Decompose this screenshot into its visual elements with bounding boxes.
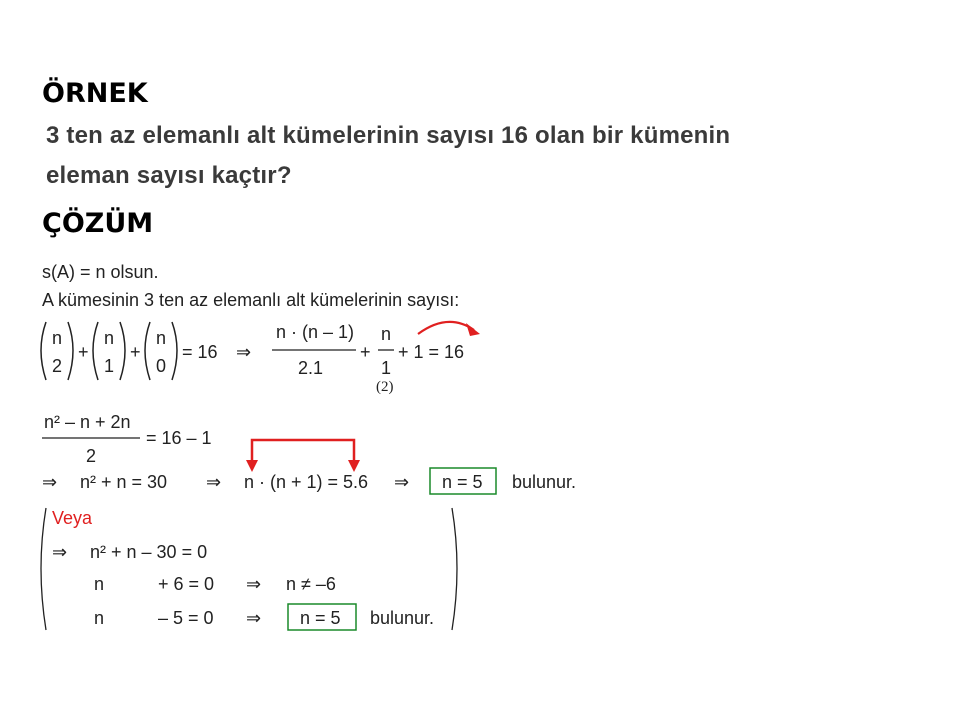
arrow-head bbox=[348, 460, 360, 472]
factor-n: n bbox=[94, 608, 105, 628]
factor-n: n bbox=[94, 574, 105, 594]
answer-value: n = 5 bbox=[300, 608, 341, 628]
fraction-note: (2) bbox=[376, 379, 394, 395]
left-bracket bbox=[41, 508, 46, 630]
arrow-head bbox=[466, 323, 480, 336]
solution-heading: ÇÖZÜM bbox=[42, 208, 154, 239]
question-line-1: 3 ten az elemanlı alt kümelerinin sayısı 16 olan bir kümenin bbox=[46, 122, 731, 149]
veya-label: Veya bbox=[52, 508, 93, 528]
implies-symbol: ⇒ bbox=[206, 472, 222, 492]
alt-equation: n² + n – 30 = 0 bbox=[90, 542, 208, 562]
plus-sign: + bbox=[130, 342, 141, 362]
implies-symbol: ⇒ bbox=[52, 542, 68, 562]
factor-plus-6: + 6 = 0 bbox=[158, 574, 215, 594]
binom-bottom: 2 bbox=[52, 356, 63, 376]
factored-equation: n · (n + 1) = 5.6 bbox=[244, 472, 369, 492]
equals-16: = 16 bbox=[182, 342, 218, 362]
binom-top: n bbox=[104, 328, 115, 348]
fraction-denominator: 2 bbox=[86, 446, 97, 466]
equation-tail: = 16 – 1 bbox=[146, 428, 212, 448]
bracket-arrow bbox=[252, 440, 354, 462]
binomial-n-1 bbox=[93, 322, 125, 380]
right-bracket bbox=[452, 508, 457, 630]
example-heading: ÖRNEK bbox=[42, 78, 148, 109]
result-text: bulunur. bbox=[370, 608, 435, 628]
plus-sign: + bbox=[78, 342, 89, 362]
equation-tail: + 1 = 16 bbox=[398, 342, 465, 362]
implies-symbol: ⇒ bbox=[246, 608, 262, 628]
factor-minus-5: – 5 = 0 bbox=[158, 608, 214, 628]
implies-symbol: ⇒ bbox=[394, 472, 410, 492]
fraction-numerator: n bbox=[381, 324, 392, 344]
binom-top: n bbox=[156, 328, 167, 348]
curved-arrow bbox=[418, 322, 474, 334]
arrow-head bbox=[246, 460, 258, 472]
fraction-denominator: 1 bbox=[381, 358, 392, 378]
fraction-numerator: n · (n – 1) bbox=[276, 322, 355, 342]
binom-top: n bbox=[52, 328, 63, 348]
binom-bottom: 0 bbox=[156, 356, 167, 376]
fraction-numerator: n² – n + 2n bbox=[44, 412, 131, 432]
rejected-root: n ≠ –6 bbox=[286, 574, 336, 594]
implies-symbol: ⇒ bbox=[42, 472, 58, 492]
answer-value: n = 5 bbox=[442, 472, 483, 492]
binomial-n-2 bbox=[41, 322, 73, 380]
binom-bottom: 1 bbox=[104, 356, 115, 376]
fraction-denominator: 2.1 bbox=[298, 358, 324, 378]
solution-line-2: A kümesinin 3 ten az elemanlı alt kümelerinin sayısı: bbox=[42, 290, 460, 310]
quadratic-equation: n² + n = 30 bbox=[80, 472, 168, 492]
plus-sign: + bbox=[360, 342, 371, 362]
result-text: bulunur. bbox=[512, 472, 577, 492]
implies-symbol: ⇒ bbox=[236, 342, 252, 362]
question-line-2: eleman sayısı kaçtır? bbox=[46, 162, 292, 189]
implies-symbol: ⇒ bbox=[246, 574, 262, 594]
solution-line-1: s(A) = n olsun. bbox=[42, 262, 159, 282]
binomial-n-0 bbox=[145, 322, 177, 380]
